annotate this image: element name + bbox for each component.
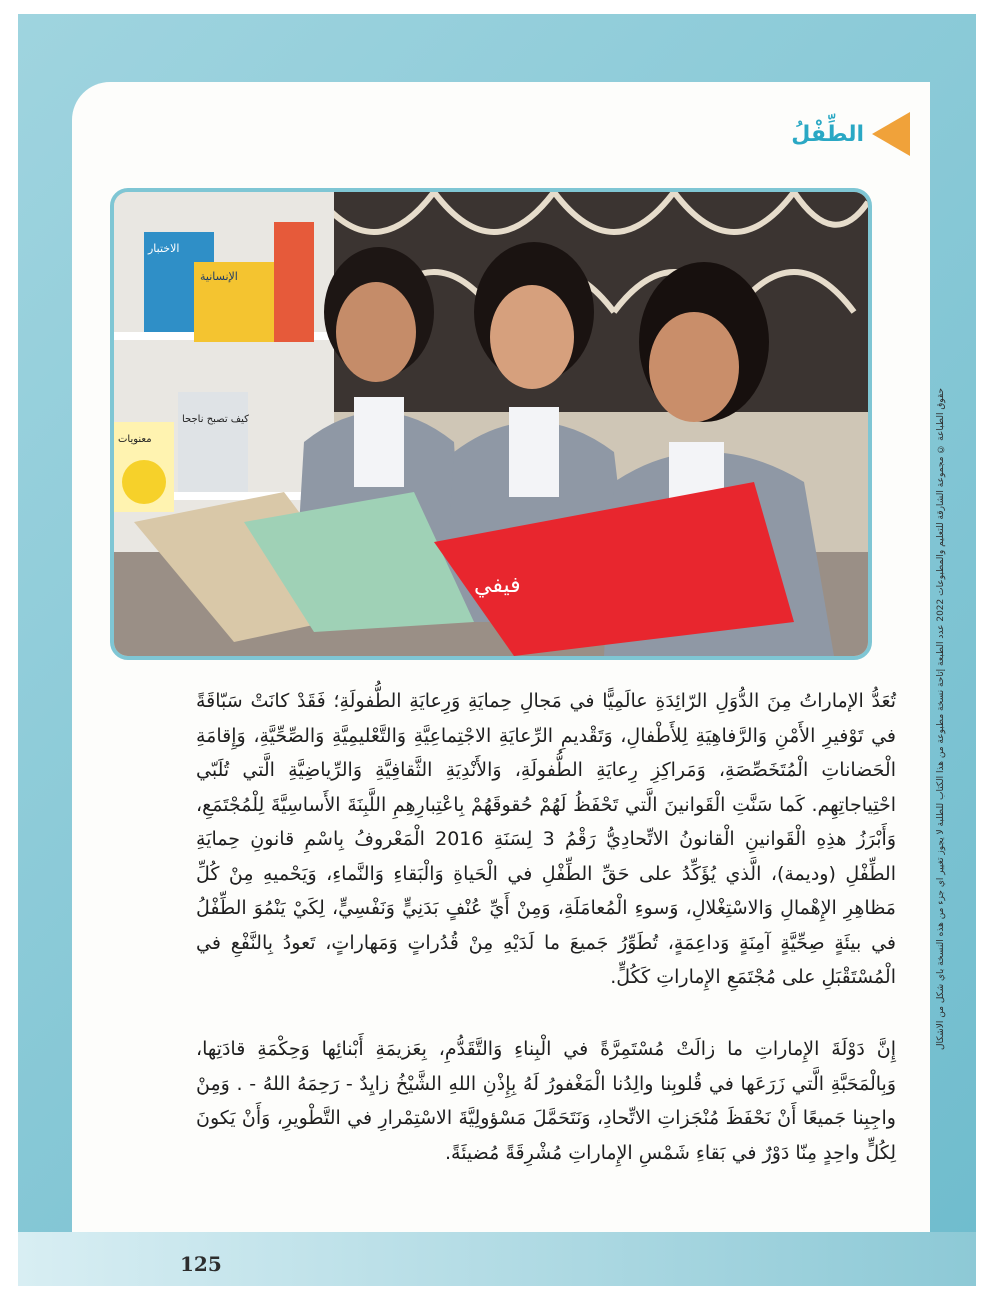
book-label-4: فيفي xyxy=(474,573,521,598)
book-label-3: معنويات xyxy=(118,434,152,445)
copyright-side-note: حقوق الطباعة © مجموعة الشارقة للتعليم والمطبوعات 2022 عدد الطبعة إتاحة نسخة مطبوعة من هذا الكتاب للطلبة لا يجوز تغيير أي جزء من هذه النسخة بأي شكل من الأشكال xyxy=(936,387,946,1050)
book-label-2: كيف تصبح ناجحا xyxy=(182,414,249,425)
section-title: الطِّفْلُ xyxy=(791,121,864,147)
paragraph-1: تُعَدُّ الإماراتُ مِنَ الدُّوَلِ الرّائِدَةِ عالَمِيًّا في مَجالِ حِمايَةِ وَرِعايَةِ الطُّفولَةِ؛ فَقَدْ كانَتْ سَبّاقَةً في تَوْفيرِ الأَمْنِ وَالرَّفاهِيَةِ لِلأَطْفالِ، وَتَقْديمِ الرِّعايَةِ الاجْتِماعِيَّةِ وَالتَّعْليمِيَّةِ وَالصِّحِّيَّةِ، وَإِقامَةِ الْحَضاناتِ الْمُتَخَصِّصَةِ، وَمَراكِزِ رِعايَةِ الطُّفولَةِ، وَالأَنْدِيَةِ الثَّقافِيَّةِ وَالرِّياضِيَّةِ الَّتي تُلَبّي احْتِياجاتِهِم. كَما سَنَّتِ الْقَوانينَ الَّتي تَحْفَظُ لَهُمْ حُقوقَهُمْ بِاعْتِبارِهِمِ اللَّبِنَةَ الأَساسِيَّةَ لِلْمُجْتَمَعِ، وَأَبْرَزُ هذِهِ الْقَوانينِ الْقانونُ الاتِّحادِيُّ رَقْمُ 3 لِسَنَةِ 2016 الْمَعْروفُ بِاسْمِ قانونِ حِمايَةِ الطِّفْلِ (وديمة)، الَّذي يُؤَكِّدُ على حَقِّ الطِّفْلِ في الْحَياةِ وَالْبَقاءِ وَالنَّماءِ، وَيَحْميهِ مِنْ كُلِّ مَظاهِرِ الإِهْمالِ وَالاسْتِغْلالِ، وَسوءِ الْمُعامَلَةِ، وَمِنْ أَيِّ عُنْفٍ بَدَنِيٍّ وَنَفْسِيٍّ، لِكَيْ يَنْمُوَ الطِّفْلُ في بيئَةٍ صِحِّيَّةٍ آمِنَةٍ وَداعِمَةٍ، تُطَوِّرُ جَميعَ ما لَدَيْهِ مِنْ قُدُراتٍ وَمَهاراتٍ، تَعودُ بِالنَّفْعِ في الْمُسْتَقْبَلِ على مُجْتَمَعِ الإِماراتِ كَكُلٍّ. xyxy=(196,690,896,988)
page-number: 125 xyxy=(180,1252,222,1276)
paragraph-2: إِنَّ دَوْلَةَ الإِماراتِ ما زالَتْ مُسْتَمِرَّةً في الْبِناءِ وَالتَّقَدُّمِ، بِعَزيمَةِ أَبْنائِها وَحِكْمَةِ قادَتِها، وَبِالْمَحَبَّةِ الَّتي زَرَعَها في قُلوبِنا والِدُنا الْمَغْفورُ لَهُ بِإِذْنِ اللهِ الشَّيْخُ زايِدٌ - رَحِمَهُ اللهُ - . وَمِنْ واجِبِنا جَميعًا أَنْ نَحْفَظَ مُنْجَزاتِ الاتِّحادِ، وَنَتَحَمَّلَ مَسْؤولِيَّةَ الاسْتِمْرارِ في التَّطْويرِ، وَأَنْ يَكونَ لِكُلٍّ واحِدٍ مِنّا دَوْرٌ في بَقاءِ شَمْسِ الإِماراتِ مُشْرِقَةً مُضيئَةً. xyxy=(196,1038,896,1164)
footer-band xyxy=(18,1232,976,1286)
book-label-0: الاختبار xyxy=(148,242,180,255)
section-header xyxy=(791,112,910,156)
triangle-marker-icon xyxy=(872,112,910,156)
photo-girls-reading xyxy=(110,188,872,660)
book-label-1: الإنسانية xyxy=(200,270,238,283)
